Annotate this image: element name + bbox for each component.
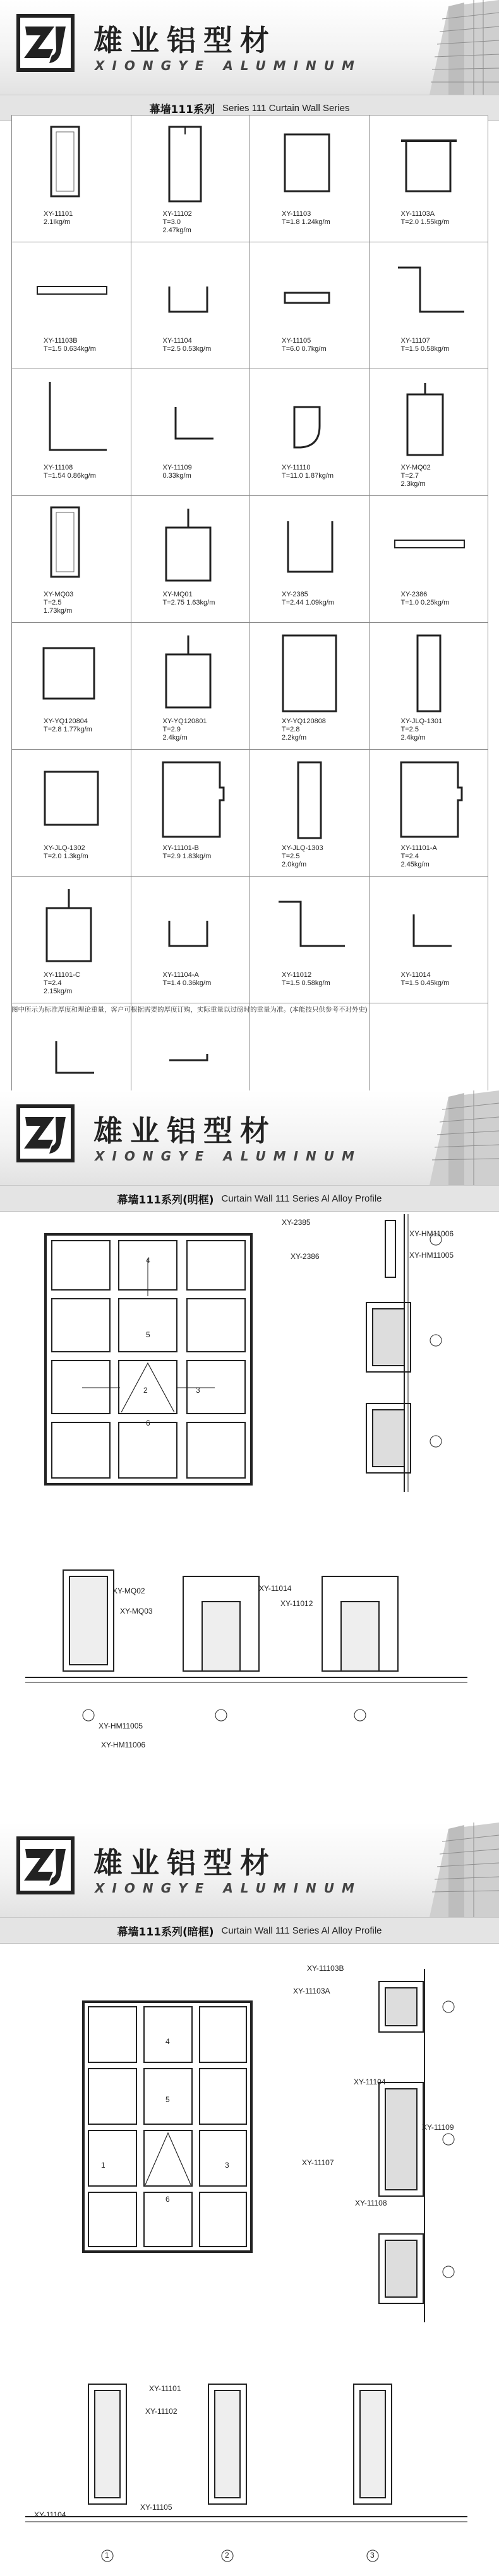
- brand-header: [0, 0, 499, 95]
- profile-code: XY-YQ120801: [162, 718, 207, 725]
- profile-spec: 2.1Ikg/m: [44, 218, 71, 226]
- hidden-frame-section: [0, 1823, 499, 2576]
- skyscraper-icon: [404, 1823, 499, 1917]
- profile-cell: [250, 496, 370, 623]
- profile-spec: T=2.0 1.55kg/m: [400, 218, 450, 226]
- profile-cell: [12, 623, 131, 750]
- profile-caption: [401, 971, 450, 988]
- profile-code: XY-11109: [162, 464, 192, 471]
- profile-code: XY-JLQ-1302: [44, 844, 85, 852]
- profile-cell: [250, 369, 370, 496]
- profile-code: XY-11014: [400, 971, 431, 979]
- profile-code: XY-JLQ-1303: [282, 844, 323, 852]
- skyscraper-icon: [404, 1090, 499, 1185]
- profile-caption: [44, 464, 96, 480]
- profile-caption: [282, 844, 323, 869]
- section-title-en: Curtain Wall 111 Series Al Alloy Profile: [221, 1925, 382, 1936]
- callout-label: XY-11108: [355, 2199, 387, 2207]
- profile-spec: T=2.0 1.3kg/m: [44, 853, 88, 860]
- profile-spec: T=2.9 2.4kg/m: [162, 726, 188, 741]
- profile-spec: 0.33kg/m: [162, 472, 191, 480]
- profile-caption: [282, 718, 326, 742]
- profile-spec: T=1.5 0.58kg/m: [282, 979, 330, 987]
- callout-label: XY-11109: [422, 2123, 454, 2132]
- profile-spec: T=2.7 2.3kg/m: [400, 472, 426, 488]
- callout-label: XY-11103B: [307, 1964, 344, 1973]
- profile-code: XY-11103: [282, 210, 311, 218]
- profile-caption: [401, 210, 450, 227]
- profile-cell: [370, 496, 489, 623]
- profile-cell: [250, 750, 370, 877]
- profile-caption: [282, 337, 327, 353]
- profile-cell: [250, 115, 370, 242]
- profile-cell: [370, 369, 489, 496]
- circle-label: 3: [225, 2161, 229, 2170]
- skyscraper-icon: [404, 0, 499, 95]
- profile-caption: [44, 591, 73, 615]
- profile-spec: T=11.0 1.87kg/m: [282, 472, 334, 480]
- profile-cell: [12, 877, 131, 1003]
- profile-caption: [401, 591, 450, 607]
- callout-label: XY-11012: [280, 1599, 313, 1608]
- profile-spec: T=2.5 1.73kg/m: [44, 599, 73, 615]
- catalog-section: [0, 0, 499, 1090]
- profile-caption: [44, 210, 73, 227]
- profile-caption: [44, 971, 80, 996]
- profile-spec: T=2.5 0.53kg/m: [162, 345, 212, 353]
- profile-caption: [163, 337, 212, 353]
- profile-cell: [131, 115, 251, 242]
- profile-code: XY-11108: [44, 464, 73, 471]
- profile-code: XY-11103A: [400, 210, 435, 218]
- callout-label: XY-11104: [354, 2077, 386, 2086]
- callout-label: XY-11101: [149, 2384, 181, 2393]
- profile-caption: [163, 971, 212, 988]
- circle-label: 2: [143, 1386, 148, 1395]
- circle-label: 1: [105, 2551, 109, 2560]
- profile-code: XY-YQ120808: [282, 718, 326, 725]
- profile-spec: T=1.5 0.58kg/m: [400, 345, 450, 353]
- brand-name-cn: 雄业铝型材: [93, 1114, 277, 1148]
- profile-cell: [250, 242, 370, 369]
- profile-caption: [282, 591, 334, 607]
- section-title-cn: 幕墙111系列(暗框): [117, 1925, 214, 1939]
- profile-caption: [282, 210, 330, 227]
- callout-label: XY-HM11005: [409, 1251, 454, 1260]
- profile-spec: T=1.0 0.25kg/m: [400, 599, 450, 606]
- callout-label: XY-11014: [259, 1584, 292, 1593]
- circle-label: 1: [101, 2161, 105, 2170]
- profile-caption: [163, 844, 212, 861]
- circle-label: 3: [370, 2551, 375, 2560]
- catalog-title-en: Series 111 Curtain Wall Series: [222, 102, 350, 114]
- profile-cell: [12, 369, 131, 496]
- profile-spec: T=1.5 0.634kg/m: [44, 345, 96, 353]
- callout-label: XY-MQ03: [120, 1607, 153, 1616]
- brand-name-en: XIONGYE ALUMINUM: [95, 58, 362, 73]
- horizontal-section-drawings: [25, 2378, 467, 2567]
- profile-code: XY-11104: [162, 337, 192, 345]
- vertical-section-drawing: [291, 1969, 467, 2322]
- callout-label: XY-2385: [282, 1218, 311, 1227]
- profile-cell: [12, 115, 131, 242]
- profile-code: XY-YQ120804: [44, 718, 88, 725]
- profile-cell: [131, 750, 251, 877]
- profile-code: XY-11101: [44, 210, 73, 218]
- profile-code: XY-JLQ-1301: [400, 718, 443, 725]
- profile-spec: T=1.54 0.86kg/m: [44, 472, 96, 480]
- circle-label: 5: [146, 1330, 150, 1339]
- exposed-frame-section: [0, 1090, 499, 1823]
- circle-label: 6: [146, 1419, 150, 1427]
- zj-logo-icon: [16, 1836, 75, 1894]
- profile-grid: [11, 115, 488, 1130]
- profile-spec: T=2.44 1.09kg/m: [282, 599, 334, 606]
- profile-caption: [282, 464, 334, 480]
- profile-caption: [163, 464, 192, 480]
- profile-cell: [131, 496, 251, 623]
- profile-code: XY-11105: [282, 337, 311, 345]
- brand-header: [0, 1823, 499, 1917]
- profile-code: XY-MQ01: [162, 591, 193, 598]
- brand-header: [0, 1090, 499, 1185]
- callout-label: XY-11104: [34, 2510, 66, 2519]
- section-title-cn: 幕墙111系列(明框): [117, 1193, 214, 1207]
- profile-spec: T=2.5 2.4kg/m: [400, 726, 426, 741]
- brand-name-cn: 雄业铝型材: [93, 23, 277, 57]
- callout-label: XY-11107: [302, 2158, 334, 2167]
- circle-label: 2: [225, 2551, 229, 2560]
- callout-label: XY-HM11005: [99, 1722, 143, 1730]
- brand-name-en: XIONGYE ALUMINUM: [95, 1881, 362, 1896]
- profile-cell: [370, 750, 489, 877]
- profile-spec: T=1.4 0.36kg/m: [162, 979, 212, 987]
- profile-spec: T=6.0 0.7kg/m: [282, 345, 327, 353]
- profile-code: XY-2386: [400, 591, 428, 598]
- profile-spec: T=2.8 1.77kg/m: [44, 726, 92, 733]
- profile-cell: [131, 877, 251, 1003]
- profile-cell: [250, 877, 370, 1003]
- profile-code: XY-MQ02: [400, 464, 431, 471]
- profile-spec: T=1.5 0.45kg/m: [400, 979, 450, 987]
- profile-spec: T=2.9 1.83kg/m: [162, 853, 212, 860]
- section-title-band: [0, 1185, 499, 1212]
- profile-caption: [401, 337, 450, 353]
- section-title-band: [0, 1917, 499, 1944]
- profile-spec: T=2.5 2.0kg/m: [282, 853, 307, 868]
- profile-cell: [12, 496, 131, 623]
- profile-caption: [163, 718, 207, 742]
- callout-label: XY-2386: [291, 1252, 320, 1261]
- callout-label: XY-HM11006: [409, 1229, 454, 1238]
- circle-label: 4: [146, 1256, 150, 1265]
- curtain-wall-elevation: [44, 1233, 253, 1486]
- profile-caption: [44, 337, 96, 353]
- profile-caption: [44, 844, 88, 861]
- profile-spec: T=2.8 2.2kg/m: [282, 726, 307, 741]
- profile-cell: [131, 369, 251, 496]
- profile-code: XY-11103B: [44, 337, 78, 345]
- circle-label: 4: [165, 2037, 170, 2046]
- profile-spec: T=2.4 2.45kg/m: [400, 853, 430, 868]
- circle-label: 6: [165, 2195, 170, 2204]
- callout-label: XY-11103A: [293, 1987, 330, 1995]
- profile-code: XY-MQ03: [44, 591, 74, 598]
- profile-caption: [44, 718, 92, 734]
- profile-cell: [250, 623, 370, 750]
- profile-caption: [282, 971, 330, 988]
- callout-label: XY-11102: [145, 2407, 177, 2416]
- profile-spec: T=1.8 1.24kg/m: [282, 218, 330, 226]
- profile-code: XY-2385: [282, 591, 308, 598]
- profile-code: XY-11102: [162, 210, 192, 218]
- profile-code: XY-11101-A: [400, 844, 437, 852]
- section-title-en: Curtain Wall 111 Series Al Alloy Profile: [221, 1193, 382, 1204]
- zj-logo-icon: [16, 1104, 75, 1162]
- zj-logo-icon: [16, 14, 75, 72]
- profile-spec: T=2.4 2.15kg/m: [44, 979, 73, 995]
- profile-caption: [163, 210, 192, 235]
- profile-code: XY-11012: [282, 971, 312, 979]
- profile-cell: [131, 623, 251, 750]
- profile-spec: T=2.75 1.63kg/m: [162, 599, 215, 606]
- profile-cell: [370, 877, 489, 1003]
- brand-name-cn: 雄业铝型材: [93, 1846, 277, 1880]
- circle-label: 5: [165, 2095, 170, 2104]
- profile-caption: [401, 718, 443, 742]
- profile-caption: [401, 464, 431, 488]
- profile-cell: [131, 242, 251, 369]
- profile-spec: T=3.0 2.47kg/m: [162, 218, 191, 234]
- brand-name-en: XIONGYE ALUMINUM: [95, 1149, 362, 1164]
- profile-caption: [163, 591, 215, 607]
- profile-cell: [370, 115, 489, 242]
- horizontal-section-drawings: [25, 1532, 467, 1722]
- profile-code: XY-11107: [400, 337, 430, 345]
- profile-code: XY-11110: [282, 464, 311, 471]
- profile-cell: [12, 750, 131, 877]
- callout-label: XY-HM11006: [101, 1740, 146, 1749]
- callout-label: XY-MQ02: [112, 1586, 145, 1595]
- circle-label: 3: [196, 1386, 200, 1395]
- profile-code: XY-11104-A: [162, 971, 199, 979]
- profile-caption: [401, 844, 437, 869]
- profile-cell: [370, 623, 489, 750]
- catalog-title-cn: 幕墙111系列: [149, 103, 215, 116]
- profile-cell: [12, 242, 131, 369]
- catalog-note: 图中所示为标准厚度和理论重量，客户可根据需要的厚度订购，实际重量以过磅时的重量为准。(本能技只供参考不对外史): [11, 1006, 368, 1013]
- callout-label: XY-11105: [140, 2503, 172, 2512]
- profile-code: XY-11101-C: [44, 971, 80, 979]
- profile-cell: [370, 242, 489, 369]
- profile-code: XY-11101-B: [162, 844, 199, 852]
